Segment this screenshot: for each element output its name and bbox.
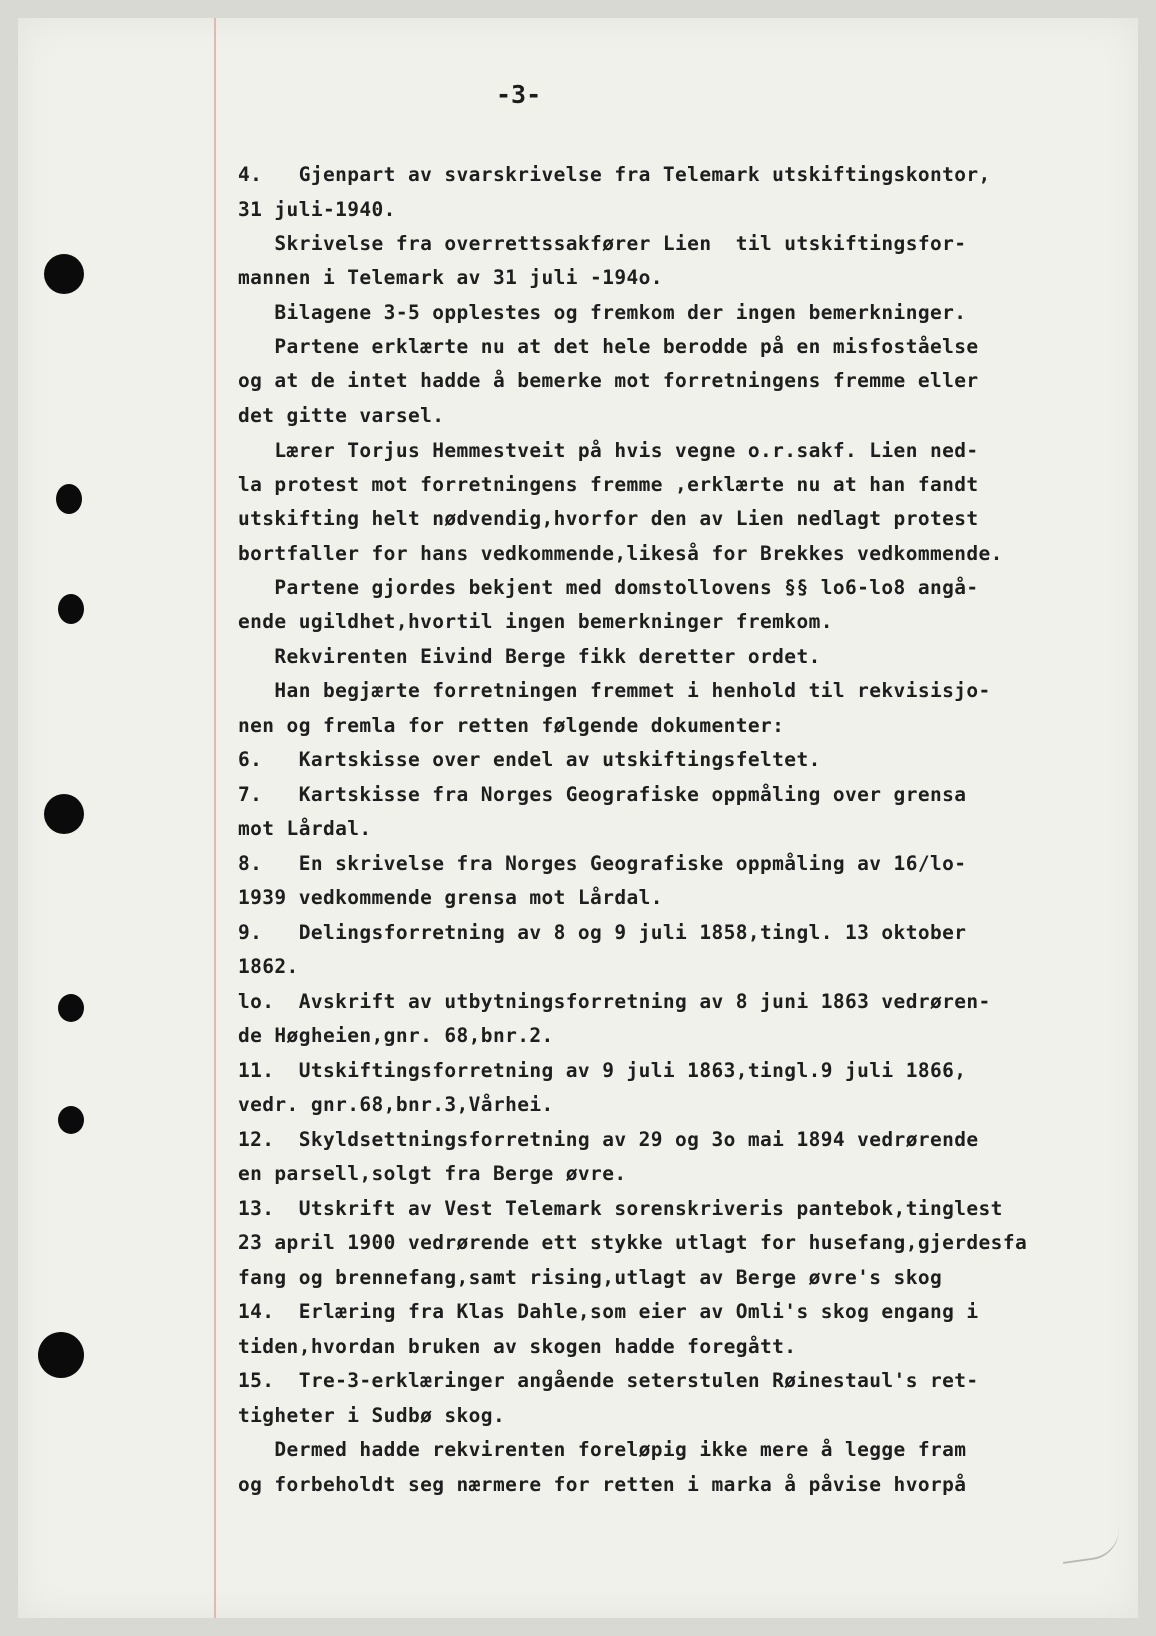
punch-hole	[58, 594, 84, 624]
punch-hole	[44, 254, 84, 294]
text-line: og forbeholdt seg nærmere for retten i marka å påvise hvorpå	[238, 1473, 967, 1496]
text-line: 9. Delingsforretning av 8 og 9 juli 1858,tingl. 13 oktober	[238, 921, 967, 944]
pencil-mark	[1057, 1514, 1122, 1564]
text-line: og at de intet hadde å bemerke mot forretningens fremme eller	[238, 369, 979, 392]
text-line: 4. Gjenpart av svarskrivelse fra Telemark utskiftingskontor,	[238, 163, 991, 186]
punch-hole	[58, 994, 84, 1022]
text-line: Partene erklærte nu at det hele berodde på en misfoståelse	[238, 335, 979, 358]
text-line: 11. Utskiftingsforretning av 9 juli 1863,tingl.9 juli 1866,	[238, 1059, 967, 1082]
text-line: Skrivelse fra overrettssakfører Lien til utskiftingsfor-	[238, 232, 967, 255]
text-line: 8. En skrivelse fra Norges Geografiske oppmåling av 16/lo-	[238, 852, 967, 875]
text-line: Rekvirenten Eivind Berge fikk deretter ordet.	[238, 645, 821, 668]
text-line: 12. Skyldsettningsforretning av 29 og 3o mai 1894 vedrørende	[238, 1128, 979, 1151]
text-line: la protest mot forretningens fremme ,erklærte nu at han fandt	[238, 473, 979, 496]
text-line: 15. Tre-3-erklæringer angående seterstulen Røinestaul's ret-	[238, 1369, 979, 1392]
text-line: 1939 vedkommende grensa mot Lårdal.	[238, 886, 663, 909]
text-line: 14. Erlæring fra Klas Dahle,som eier av Omli's skog engang i	[238, 1300, 979, 1323]
margin-rule	[214, 18, 216, 1618]
text-line: de Høgheien,gnr. 68,bnr.2.	[238, 1024, 554, 1047]
text-line: tigheter i Sudbø skog.	[238, 1404, 506, 1427]
text-line: 7. Kartskisse fra Norges Geografiske oppmåling over grensa	[238, 783, 967, 806]
text-line: lo. Avskrift av utbytningsforretning av 8 juni 1863 vedrøren-	[238, 990, 991, 1013]
text-line: det gitte varsel.	[238, 404, 445, 427]
text-line: vedr. gnr.68,bnr.3,Vårhei.	[238, 1093, 554, 1116]
document-page	[18, 18, 1138, 1618]
text-line: Dermed hadde rekvirenten foreløpig ikke mere å legge fram	[238, 1438, 967, 1461]
text-line: bortfaller for hans vedkommende,likeså for Brekkes vedkommende.	[238, 542, 1003, 565]
text-line: utskifting helt nødvendig,hvorfor den av Lien nedlagt protest	[238, 507, 979, 530]
punch-hole	[44, 794, 84, 834]
text-line: mot Lårdal.	[238, 817, 372, 840]
text-line: Bilagene 3-5 opplestes og fremkom der ingen bemerkninger.	[238, 301, 967, 324]
text-line: 13. Utskrift av Vest Telemark sorenskriveris pantebok,tinglest	[238, 1197, 1003, 1220]
text-line: ende ugildhet,hvortil ingen bemerkninger fremkom.	[238, 610, 833, 633]
text-line: Han begjærte forretningen fremmet i henhold til rekvisisjo-	[238, 679, 991, 702]
text-line: fang og brennefang,samt rising,utlagt av Berge øvre's skog	[238, 1266, 943, 1289]
text-line: 23 april 1900 vedrørende ett stykke utlagt for husefang,gjerdesfa	[238, 1231, 1028, 1254]
text-line: 1862.	[238, 955, 299, 978]
text-line: en parsell,solgt fra Berge øvre.	[238, 1162, 627, 1185]
text-line: nen og fremla for retten følgende dokumenter:	[238, 714, 785, 737]
text-line: Lærer Torjus Hemmestveit på hvis vegne o.r.sakf. Lien ned-	[238, 439, 979, 462]
text-line: 6. Kartskisse over endel av utskiftingsfeltet.	[238, 748, 821, 771]
text-line: 31 juli-1940.	[238, 198, 396, 221]
text-line: mannen i Telemark av 31 juli -194o.	[238, 266, 663, 289]
punch-hole	[38, 1332, 84, 1378]
punch-hole	[58, 1106, 84, 1134]
page-number: -3-	[496, 80, 542, 109]
punch-hole	[56, 484, 82, 514]
text-line: tiden,hvordan bruken av skogen hadde foregått.	[238, 1335, 797, 1358]
text-line: Partene gjordes bekjent med domstollovens §§ lo6-lo8 angå-	[238, 576, 979, 599]
